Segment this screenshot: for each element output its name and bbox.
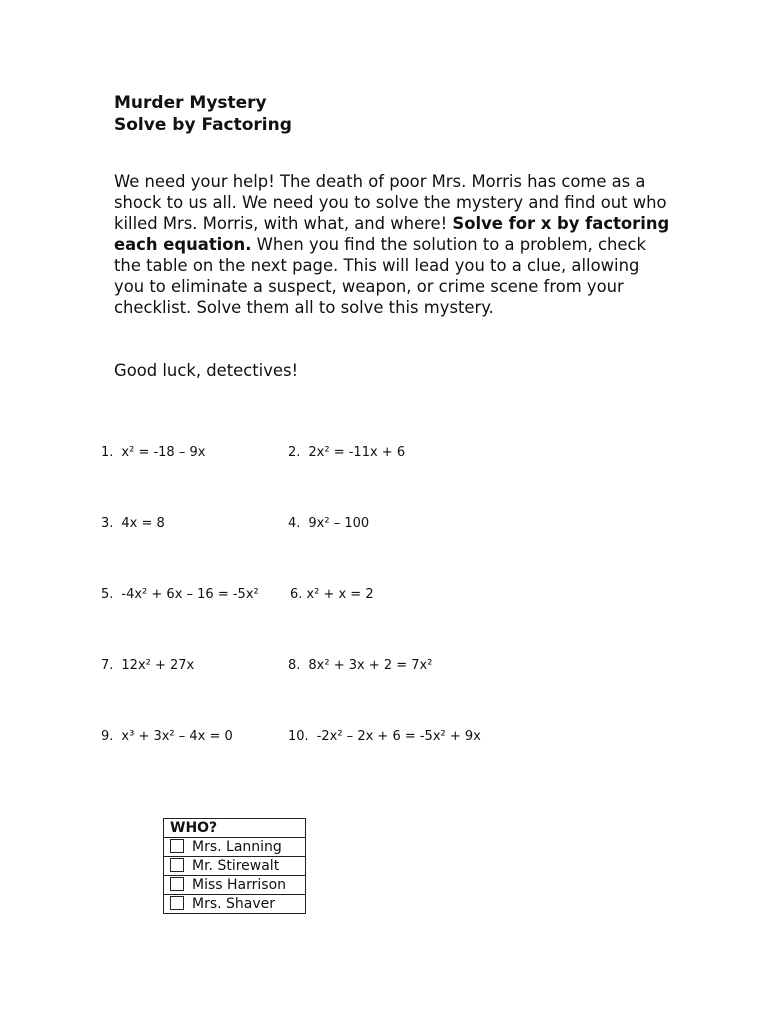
problem-number: 9. bbox=[101, 729, 114, 744]
problem-equation: -4x² + 6x – 16 = -5x² bbox=[121, 587, 259, 602]
problem-number: 3. bbox=[101, 516, 114, 531]
problem-number: 2. bbox=[288, 445, 301, 460]
problem-equation: x³ + 3x² – 4x = 0 bbox=[121, 729, 233, 744]
suspect-checkbox[interactable] bbox=[170, 839, 184, 853]
problem-3 bbox=[101, 516, 165, 532]
problem-10 bbox=[288, 729, 481, 745]
problem-equation: 8x² + 3x + 2 = 7x² bbox=[308, 658, 433, 673]
problem-equation: 9x² – 100 bbox=[308, 516, 370, 531]
suspect-name: Miss Harrison bbox=[192, 877, 287, 893]
problem-9 bbox=[101, 729, 233, 745]
intro-text-2: When you find the solution to a problem, check the table on the next page. This will lead you to a clue, allowing you to eliminate a suspect, weapon, or crime scene from your checklist. Solve them all to solve this mystery. bbox=[114, 235, 646, 317]
suspect-cell bbox=[164, 895, 306, 914]
problem-number: 6. bbox=[290, 587, 303, 602]
problem-number: 8. bbox=[288, 658, 301, 673]
suspect-name: Mrs. Lanning bbox=[192, 839, 282, 855]
problem-number: 5. bbox=[101, 587, 114, 602]
problem-number: 4. bbox=[288, 516, 301, 531]
problem-1 bbox=[101, 445, 205, 461]
intro-bold-instruction: Solve for x by factoring each equation. bbox=[114, 214, 670, 254]
suspect-row bbox=[164, 857, 306, 876]
suspect-checkbox[interactable] bbox=[170, 877, 184, 891]
title-line-2: Solve by Factoring bbox=[114, 115, 292, 135]
suspect-row bbox=[164, 876, 306, 895]
suspect-checkbox[interactable] bbox=[170, 858, 184, 872]
closing-line: Good luck, detectives! bbox=[114, 361, 299, 380]
problem-6 bbox=[290, 587, 374, 603]
intro-text-1: We need your help! The death of poor Mrs. Morris has come as a shock to us all. We need you to solve the mystery and find out who killed Mrs. Morris, with what, and where! bbox=[114, 172, 667, 233]
problem-equation: x² + x = 2 bbox=[306, 587, 374, 602]
who-header: WHO? bbox=[164, 819, 306, 838]
suspect-name: Mr. Stirewalt bbox=[192, 858, 280, 874]
title-line-1: Murder Mystery bbox=[114, 93, 267, 113]
problem-8 bbox=[288, 658, 432, 674]
suspect-cell bbox=[164, 838, 306, 857]
problem-number: 10. bbox=[288, 729, 309, 744]
problem-7 bbox=[101, 658, 194, 674]
problem-2 bbox=[288, 445, 405, 461]
problem-equation: 4x = 8 bbox=[121, 516, 165, 531]
problem-equation: -2x² – 2x + 6 = -5x² + 9x bbox=[316, 729, 481, 744]
worksheet-title bbox=[114, 92, 292, 136]
suspect-checkbox[interactable] bbox=[170, 896, 184, 910]
suspect-name: Mrs. Shaver bbox=[192, 896, 276, 912]
who-checklist-table bbox=[163, 818, 306, 914]
intro-paragraph bbox=[114, 171, 674, 318]
suspect-cell bbox=[164, 876, 306, 895]
problem-equation: 2x² = -11x + 6 bbox=[308, 445, 406, 460]
problem-4 bbox=[288, 516, 369, 532]
suspect-cell bbox=[164, 857, 306, 876]
suspect-row bbox=[164, 895, 306, 914]
problem-number: 1. bbox=[101, 445, 114, 460]
suspect-row bbox=[164, 838, 306, 857]
who-header-row bbox=[164, 819, 306, 838]
problem-number: 7. bbox=[101, 658, 114, 673]
problem-equation: x² = -18 – 9x bbox=[121, 445, 206, 460]
problem-equation: 12x² + 27x bbox=[121, 658, 195, 673]
problem-5 bbox=[101, 587, 259, 603]
